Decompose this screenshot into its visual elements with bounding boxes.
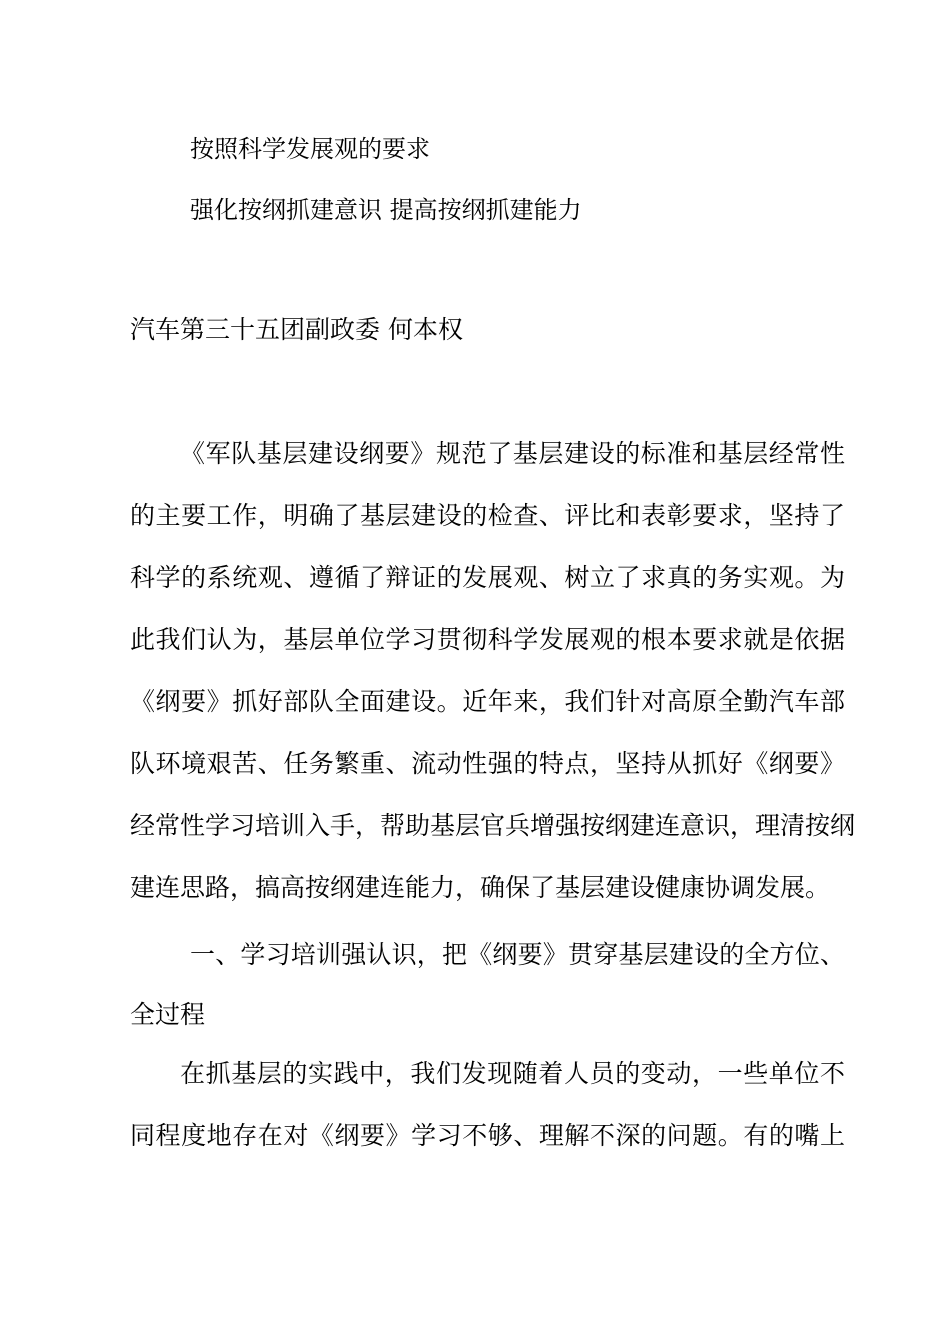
body-line-4: 此我们认为，基层单位学习贯彻科学发展观的根本要求就是依据 — [130, 625, 845, 654]
body-line-6: 队环境艰苦、任务繁重、流动性强的特点，坚持从抓好《纲要》 — [130, 749, 845, 778]
body-line-1: 《军队基层建设纲要》规范了基层建设的标准和基层经常性 — [180, 439, 845, 468]
body-line-2: 的主要工作，明确了基层建设的检查、评比和表彰要求，坚持了 — [130, 501, 845, 530]
title-line-1: 按照科学发展观的要求 — [190, 135, 430, 163]
title-line-2: 强化按纲抓建意识 提高按纲抓建能力 — [190, 196, 582, 224]
section-heading-line-2: 全过程 — [130, 1000, 206, 1029]
author-line: 汽车第三十五团副政委 何本权 — [130, 315, 463, 344]
body-line-7: 经常性学习培训入手，帮助基层官兵增强按纲建连意识，理清按纲 — [130, 811, 856, 840]
body-line-9: 在抓基层的实践中，我们发现随着人员的变动，一些单位不 — [180, 1059, 845, 1088]
body-line-5: 《纲要》抓好部队全面建设。近年来，我们针对高原全勤汽车部 — [130, 687, 845, 716]
body-line-3: 科学的系统观、遵循了辩证的发展观、树立了求真的务实观。为 — [130, 563, 845, 592]
section-heading-line-1: 一、学习培训强认识，把《纲要》贯穿基层建设的全方位、 — [190, 940, 845, 969]
body-line-10: 同程度地存在对《纲要》学习不够、理解不深的问题。有的嘴上 — [130, 1121, 845, 1150]
body-line-8: 建连思路，搞高按纲建连能力，确保了基层建设健康协调发展。 — [130, 873, 831, 902]
